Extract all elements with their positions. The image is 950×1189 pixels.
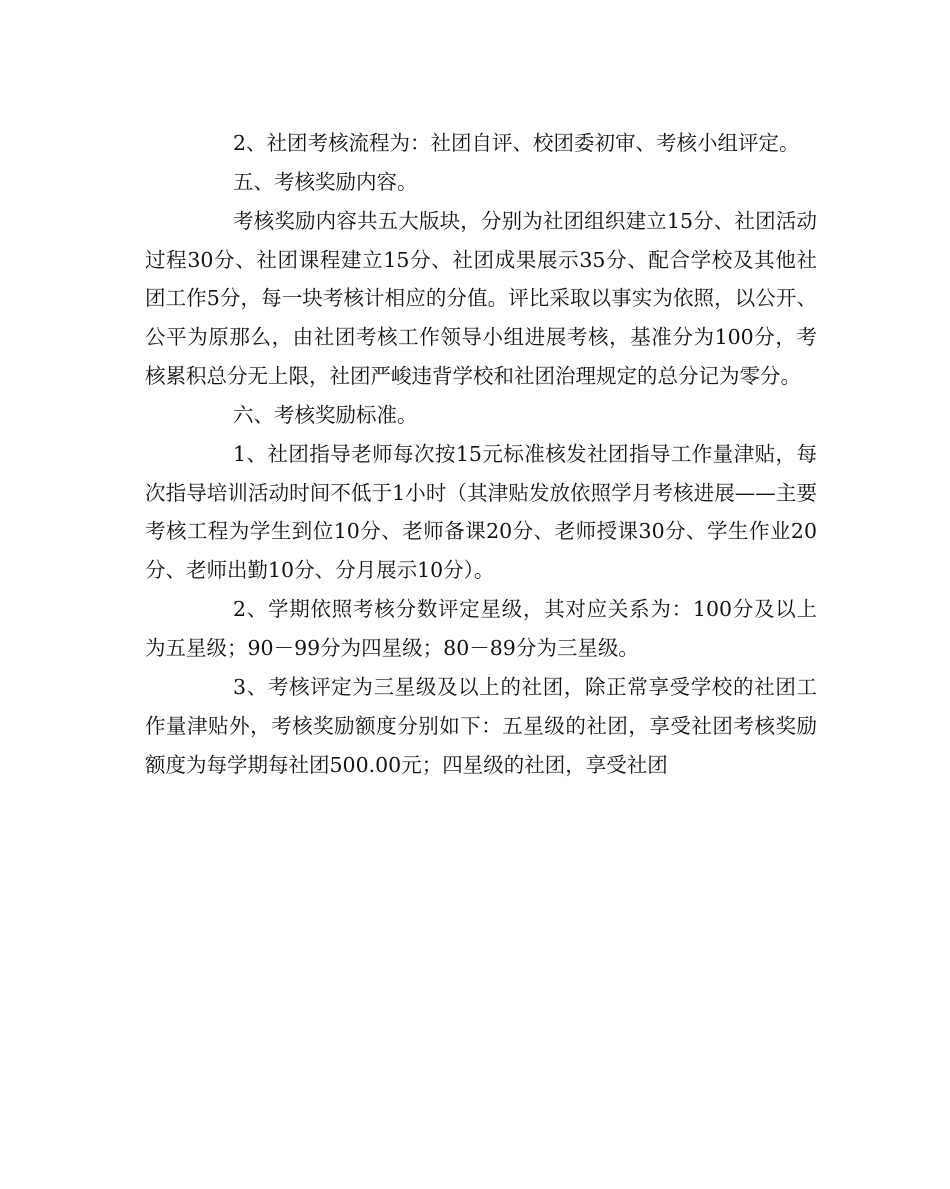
paragraph-star-rating: 2、学期依照考核分数评定星级，其对应关系为：100分及以上为五星级；90－99分为四星级；80－89分为三星级。 — [145, 597, 817, 660]
paragraph-review-process: 2、社团考核流程为：社团自评、校团委初审、考核小组评定。 — [233, 131, 800, 155]
section-heading-reward-content: 五、考核奖励内容。 — [233, 169, 418, 194]
section-heading-reward-standard: 六、考核奖励标准。 — [233, 402, 418, 427]
paragraph-reward-content: 考核奖励内容共五大版块，分别为社团组织建立15分、社团活动过程30分、社团课程建立15分、社团成果展示35分、配合学校及其他社团工作5分，每一块考核计相应的分值。评比采取以事实为依照，以公开、公平为原那么，由社团考核工作领导小组进展考核，基准分为100分，考核累积总分无上限，社团严峻违背学校和社团治理规定的总分记为零分。 — [145, 208, 817, 389]
paragraph-reward-amounts: 3、考核评定为三星级及以上的社团，除正常享受学校的社团工作量津贴外，考核奖励额度分别如下：五星级的社团，享受社团考核奖励额度为每学期每社团500.00元；四星级的社团，享受社团 — [145, 674, 817, 777]
paragraph-instructor-allowance: 1、社团指导老师每次按15元标准核发社团指导工作量津贴，每次指导培训活动时间不低于1小时（其津贴发放依照学月考核进展——主要考核工程为学生到位10分、老师备课20分、老师授课30分、学生作业20分、老师出勤10分、分月展示10分）。 — [145, 441, 817, 583]
document-body — [145, 124, 817, 784]
